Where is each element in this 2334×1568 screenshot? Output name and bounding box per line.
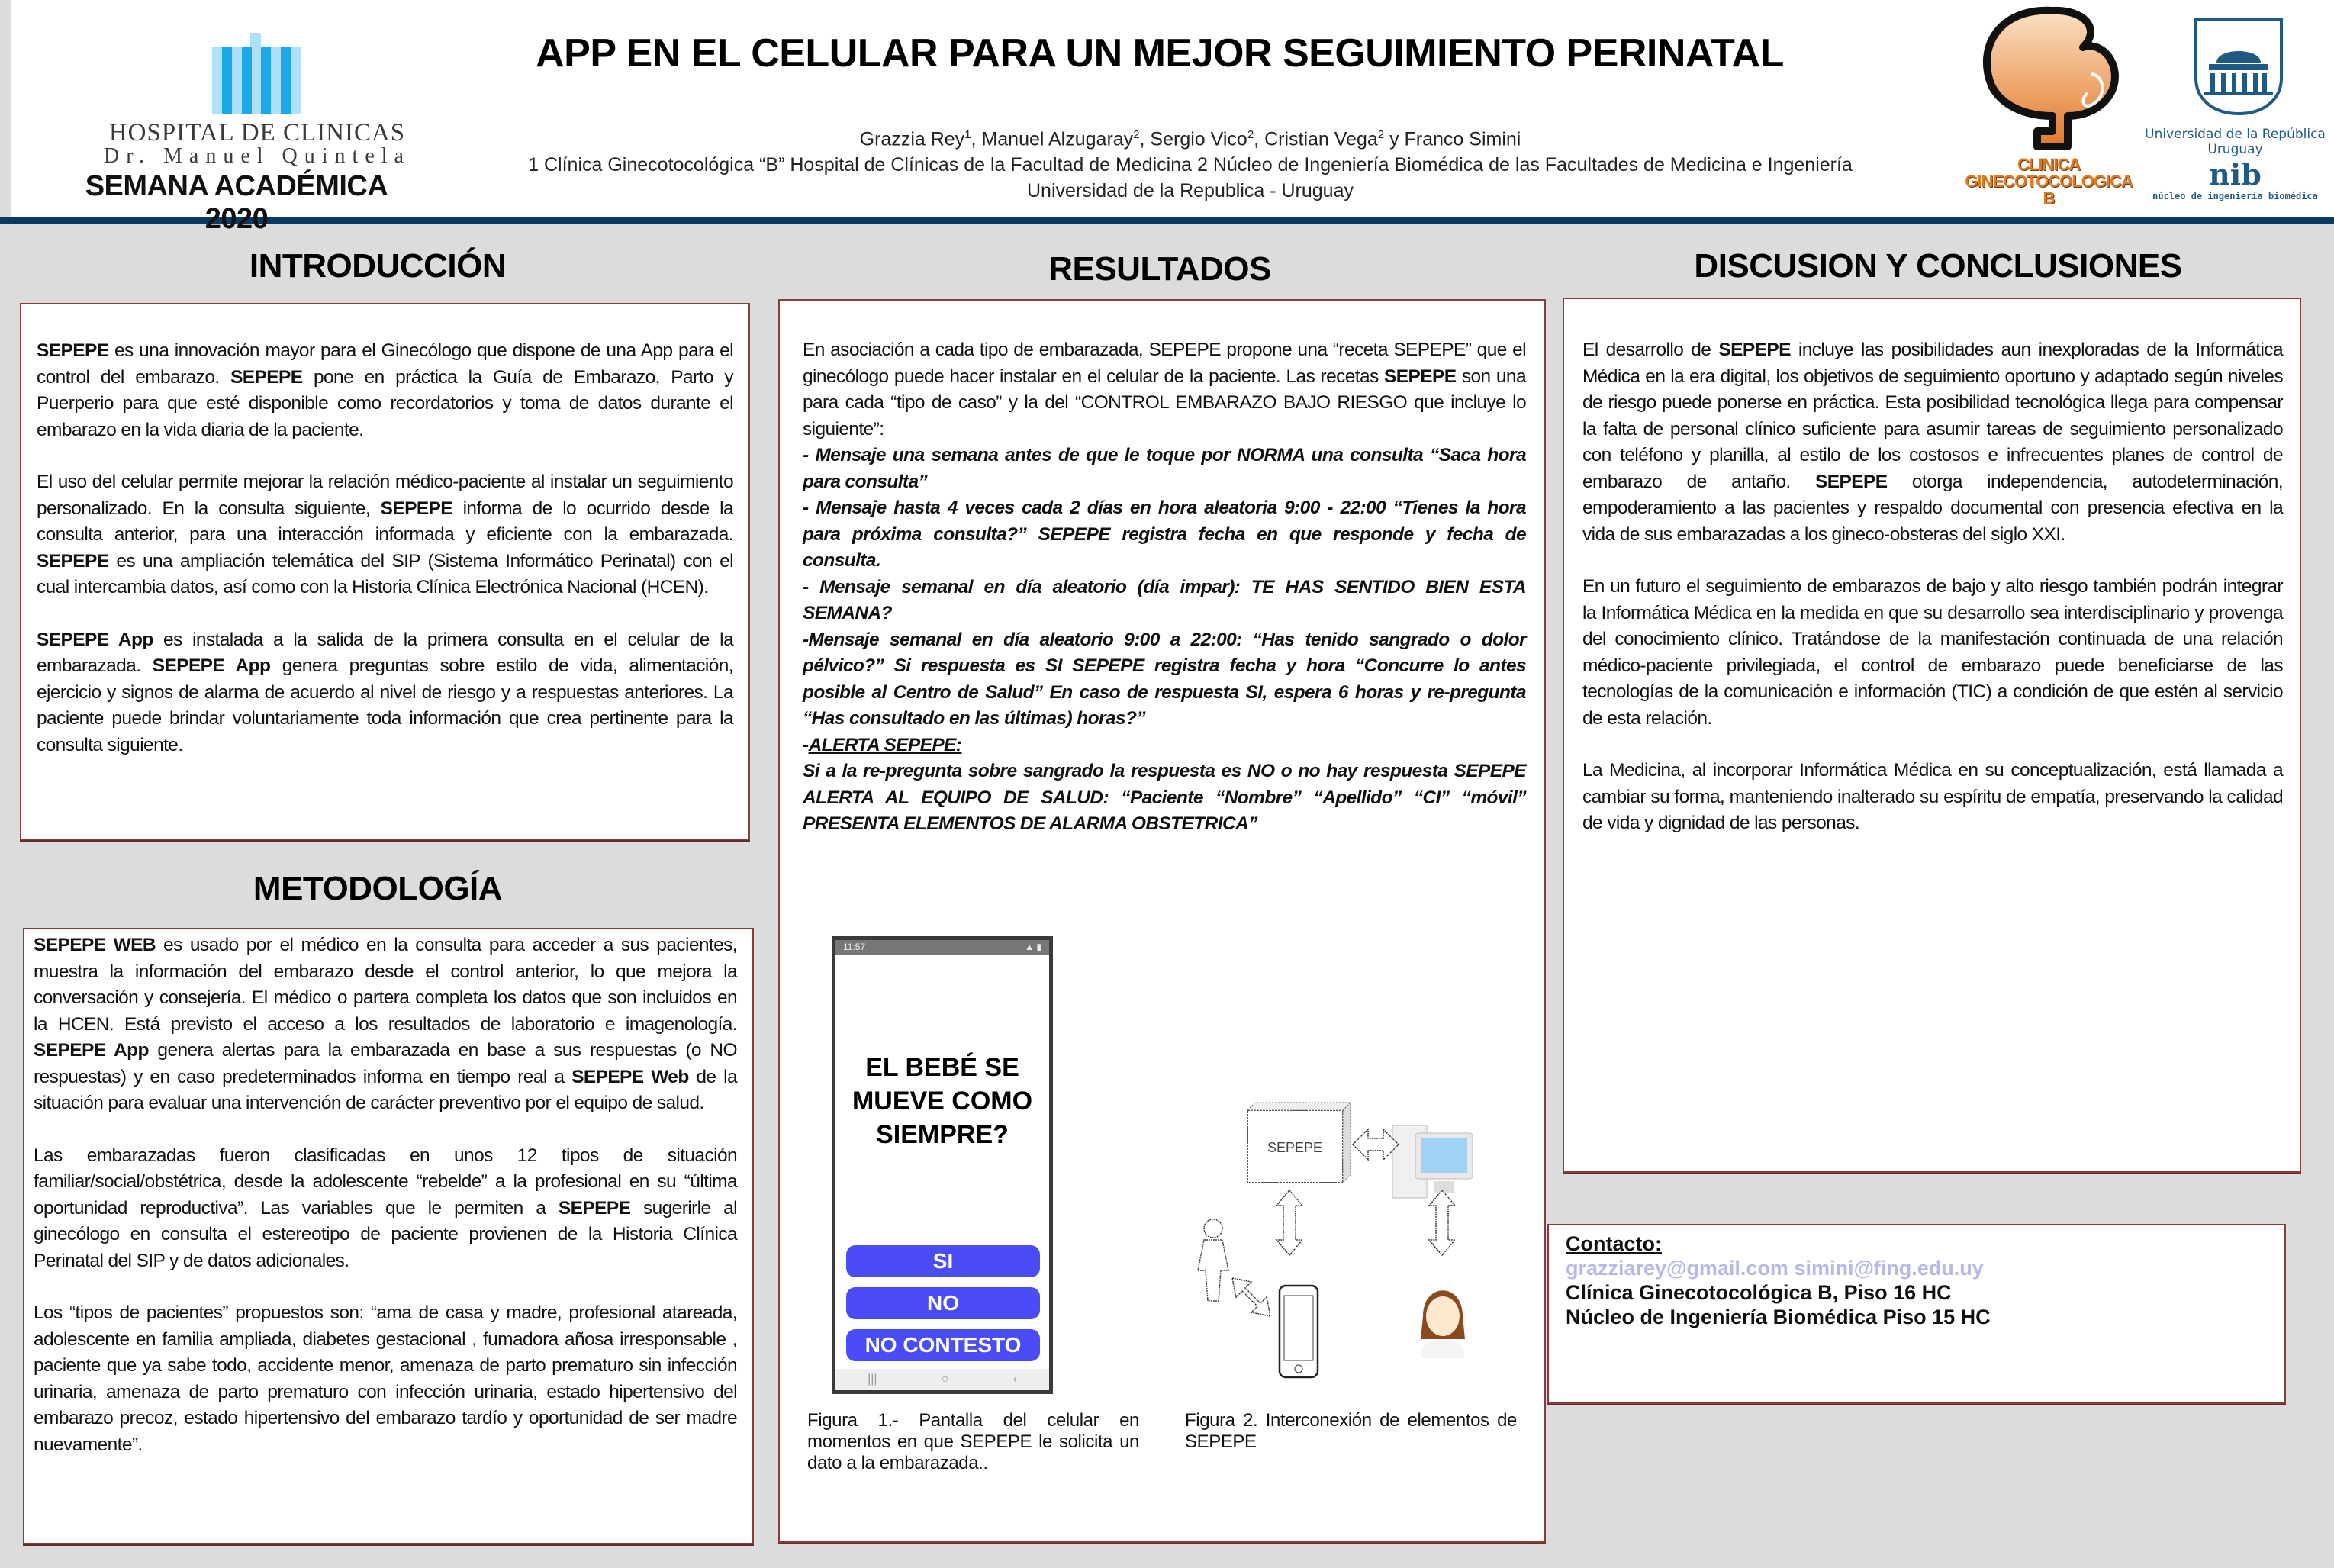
text-run: En un futuro el seguimiento de embarazos de bajo y alto riesgo también podrán integrar la Informática Médica en la medida en que su desarrollo sea interdisciplinario y provenga del conocimiento clínico. Tratándose de la manifestación continuada de una relación médico-paciente privilegiada, el control de embarazo puede beneficiarse de las tecnologías de la comunicación e información (TIC) a condición de que estén al servicio de esta relación. xyxy=(1582,576,2283,729)
metodologia-box xyxy=(23,928,754,1544)
phone-status-bar: 11:57 ▲ ▮ xyxy=(835,940,1049,955)
heading-discusion: DISCUSION Y CONCLUSIONES xyxy=(1694,247,2182,285)
text-run: otorga independencia, autodeterminación, empoderamiento a las pacientes y respaldo documental con presencia efectiva en la vida de sus embarazadas a los gineco-obsteras del siglo XXI. xyxy=(1582,471,2283,545)
paragraph xyxy=(37,338,733,443)
sepepe-box-icon xyxy=(1247,1103,1351,1183)
paragraph xyxy=(34,1143,737,1275)
authors-block xyxy=(488,122,1892,204)
paragraph xyxy=(1582,758,2283,837)
heading-introduccion: INTRODUCCIÓN xyxy=(249,247,507,285)
text-run: En asociación a cada tipo de embarazada, SEPEPE propone una “receta SEPEPE” que el ginecólogo puede hacer instalar en el celular de la paciente. Las recetas xyxy=(803,340,1526,387)
text-run: es usado por el médico en la consulta para acceder a sus pacientes, muestra la información del embarazo desde el control anterior, lo que mejora la conversación y consejería. El médico o partera completa los datos que son incluidos en la HCEN. Está previsto el acceso a los resultados de laboratorio e imagenología. xyxy=(34,935,737,1035)
back-icon[interactable]: ‹ xyxy=(1012,1373,1017,1386)
nib-subtitle: núcleo de ingeniería biomédica xyxy=(2152,191,2318,201)
author-affiliation: 2 xyxy=(1377,128,1385,141)
woman-icon xyxy=(1198,1219,1228,1301)
author-separator: y xyxy=(1384,128,1405,150)
text-run: genera preguntas sobre estilo de vida, alimentación, ejercicio y signos de alarma de acuerdo al nivel de riesgo y a respuestas anteriores. La paciente puede brindar voluntariamente toda información que crea pertinente para la consulta siguiente. xyxy=(37,655,733,755)
bold-term: SEPEPE App xyxy=(34,1040,149,1061)
text-run: son una para cada “tipo de caso” y la del “CONTROL EMBARAZO BAJO RIESGO que incluye lo siguiente”: xyxy=(803,365,1526,439)
left-margin xyxy=(0,0,11,217)
introduccion-text xyxy=(37,338,733,758)
author-affiliation: 1 xyxy=(964,128,971,141)
figure-1-caption: Figura 1.- Pantalla del celular en momentos en que SEPEPE le solicita un dato a la embarazada.. xyxy=(807,1410,1139,1473)
phone-question: EL BEBÉ SE MUEVE COMO SIEMPRE? xyxy=(852,1053,1033,1149)
author-affiliation: 2 xyxy=(1133,128,1140,141)
hospital-subname: Dr. Manuel Quintela xyxy=(104,144,410,168)
text-run: genera alertas para la embarazada en base a sus respuestas (o NO respuestas) y en caso predeterminados informa en tiempo real a xyxy=(34,1040,737,1087)
home-icon[interactable]: ○ xyxy=(941,1373,949,1386)
bold-term: SEPEPE xyxy=(1815,471,1888,492)
clinic-logo-icon xyxy=(1969,2,2136,154)
phone-nav-bar xyxy=(835,1369,1049,1390)
text-run: es instalada a la salida de la primera consulta en el celular de la embarazada. xyxy=(37,629,733,676)
resultados-intro xyxy=(803,337,1526,443)
hospital-name: HOSPITAL DE CLINICAS xyxy=(108,119,406,146)
text-run: El uso del celular permite mejorar la relación médico-paciente al instalar un seguimiento personalizado. En la consulta siguiente, xyxy=(37,472,733,519)
author-separator: , xyxy=(971,128,982,150)
text-run: es una innovación mayor para el Ginecólogo que dispone de una App para el control del embarazo. xyxy=(37,340,733,388)
bold-term: SEPEPE Web xyxy=(571,1066,689,1087)
double-arrow-horizontal-icon xyxy=(1353,1129,1399,1160)
interconnection-diagram xyxy=(1179,1099,1537,1381)
nib-logo: nib xyxy=(2209,157,2262,192)
author-name: Grazzia Rey xyxy=(859,128,965,150)
phone-button-no-contesto[interactable]: NO CONTESTO xyxy=(846,1329,1040,1361)
smartphone-icon xyxy=(1280,1286,1318,1377)
bold-term: SEPEPE xyxy=(380,497,453,519)
author-list xyxy=(488,122,1892,152)
introduccion-box xyxy=(20,303,750,840)
signal-icon: ▲ ▮ xyxy=(1025,942,1041,952)
figure-2-caption: Figura 2. Interconexión de elementos de SEPEPE xyxy=(1185,1410,1517,1452)
contacto-emails[interactable]: grazziarey@gmail.com simini@fing.edu.uy xyxy=(1566,1257,1984,1280)
bold-term: SEPEPE xyxy=(1718,340,1791,360)
text-run: pone en práctica la Guía de Embarazo, Parto y Puerperio para que esté disponible como recordatorios y toma de datos durante el embarazo en la vida diaria de la paciente. xyxy=(37,366,733,440)
paragraph xyxy=(1582,574,2283,732)
author-separator: , xyxy=(1254,128,1265,150)
receta-item: - Mensaje una semana antes de que le toque por NORMA una consulta “Saca hora para consulta” xyxy=(803,445,1526,492)
discusion-text xyxy=(1582,337,2283,837)
author-name: Manuel Alzugaray xyxy=(981,128,1134,150)
text-run: La Medicina, al incorporar Informática Médica en su conceptualización, está llamada a cambiar su forma, manteniendo inalterado su espíritu de empatía, preservando la calidad de vida y dignidad de las personas. xyxy=(1582,760,2283,833)
sepepe-box-label: SEPEPE xyxy=(1267,1140,1323,1155)
alerta-heading: -ALERTA SEPEPE: xyxy=(803,734,962,755)
text-run: sugerirle al ginecólogo en consulta el estereotipo de paciente provienen de la Historia Clínica Perinatal del SIP y de datos adicionales. xyxy=(34,1197,737,1271)
text-run: informa de lo ocurrido desde la consulta anterior, para una interacción informada y eficiente con la embarazada. xyxy=(37,497,733,545)
contacto-heading: Contacto: xyxy=(1566,1232,1662,1255)
discusion-box xyxy=(1563,298,2301,1173)
bold-term: SEPEPE App xyxy=(37,629,153,650)
text-run: El desarrollo de xyxy=(1582,340,1719,360)
text-run: Las embarazadas fueron clasificadas en unos 12 tipos de situación familiar/social/obstétrica, desde la adolescente “rebelde” a la profesional en su “última oportunidad reproductiva”. Las variables que le permiten a xyxy=(34,1145,737,1219)
text-run: Los “tipos de pacientes” propuestos son: “ama de casa y madre, profesional atareada, adolescente en familia ampliada, diabetes gestacional , fumadora añosa irresponsable , paciente que ya sabe todo, accidente menor, amenaza de parto prematuro sin infección urinaria, amenaza de parto prematuro con infección urinaria, estado hipertensivo del embarazo precoz, estado hipertensivo del embarazo tardío y oportunidad de ser madre nuevamente”. xyxy=(34,1302,737,1455)
text-run: incluye las posibilidades aun inexploradas de la Informática Médica en la era digital, los objetivos de seguimiento oportuno y adaptado según niveles de riesgo puede ponerse en práctica. Esta posibilidad tecnológica llega para compensar la falta de personal clínico suficiente para asumir tareas de seguimiento personalizado con teléfono y planilla, al estilo de los costosos e infrecuentes planes de control de embarazo de antaño. xyxy=(1582,340,2283,492)
paragraph xyxy=(37,627,733,759)
receta-item: - Mensaje semanal en día aleatorio (día impar): TE HAS SENTIDO BIEN ESTA SEMANA? xyxy=(803,576,1526,623)
double-arrow-vertical-icon xyxy=(1276,1190,1455,1255)
affiliations: 1 Clínica Ginecotocológica “B” Hospital de Clínicas de la Facultad de Medicina 2 Núcleo de Ingeniería Biomédica de las Facultades de Medicina e Ingeniería xyxy=(528,154,1853,176)
receta-item: -Mensaje semanal en día aleatorio 9:00 a 22:00: “Has tenido sangrado o dolor pélvico?” Si respuesta es SI SEPEPE registra fecha y hora “Concurre lo antes posible al Centro de Salud” En caso de respuesta SI, espera 6 horas y re-pregunta “Has consultado en las últimas) horas?” xyxy=(803,629,1526,729)
doctor-avatar-icon xyxy=(1421,1290,1465,1358)
phone-button-no[interactable]: NO xyxy=(846,1287,1040,1319)
receta-item: - Mensaje hasta 4 veces cada 2 días en hora aleatoria 9:00 - 22:00 “Tienes la hora para próxima consulta?” SEPEPE registra fecha en que responde y fecha de consulta. xyxy=(803,497,1526,571)
bold-term: SEPEPE xyxy=(558,1197,631,1219)
text-run: de la situación para evaluar una intervención de carácter preventivo por el equipo de salud. xyxy=(34,1066,737,1113)
resultados-text xyxy=(803,337,1526,838)
paragraph xyxy=(34,932,737,1117)
author-affiliation: 2 xyxy=(1247,128,1254,141)
phone-button-si[interactable]: SI xyxy=(846,1245,1040,1277)
heading-metodologia: METODOLOGÍA xyxy=(253,870,503,907)
double-arrow-diagonal-icon xyxy=(1232,1278,1270,1316)
paragraph xyxy=(37,469,733,601)
event-name: SEMANA ACADÉMICA 2020 xyxy=(85,170,388,235)
bold-term: SEPEPE WEB xyxy=(34,935,156,955)
contacto-line: Núcleo de Ingeniería Biomédica Piso 15 HC xyxy=(1566,1306,1991,1328)
phone-screenshot xyxy=(832,936,1053,1394)
text-run: es una ampliación telemática del SIP (Sistema Informático Perinatal) con el cual intercambia datos, así como con la Historia Clínica Electrónica Nacional (HCEN). xyxy=(37,550,733,597)
author-name: Franco Simini xyxy=(1404,128,1521,150)
paragraph xyxy=(34,1300,737,1458)
resultados-items xyxy=(803,443,1526,732)
university-shield-icon xyxy=(2194,17,2284,116)
poster-title: APP EN EL CELULAR PARA UN MEJOR SEGUIMIENTO PERINATAL xyxy=(536,31,1784,76)
contacto-box xyxy=(1547,1224,2286,1404)
university-name: Universidad de la República Uruguay xyxy=(2145,127,2326,157)
author-name: Sergio Vico xyxy=(1150,128,1247,150)
contacto-line: Clínica Ginecotocológica B, Piso 16 HC xyxy=(1566,1281,1952,1304)
author-name: Cristian Vega xyxy=(1264,128,1378,150)
bold-term: SEPEPE xyxy=(37,550,109,571)
paragraph xyxy=(1582,337,2283,548)
bold-term: SEPEPE xyxy=(230,366,303,388)
bold-term: SEPEPE xyxy=(37,340,109,361)
computer-icon xyxy=(1392,1125,1473,1198)
bold-term: SEPEPE App xyxy=(152,655,271,676)
alerta-text: Si a la re-pregunta sobre sangrado la respuesta es NO o no hay respuesta SEPEPE ALERTA AL EQUIPO DE SALUD: “Paciente “Nombre” “Apellido” “CI” “móvil” PRESENTA ELEMENTOS DE ALARMA OBSTETRICA” xyxy=(803,761,1526,834)
hospital-logo-icon xyxy=(212,33,301,114)
recent-apps-icon[interactable]: ||| xyxy=(868,1373,877,1386)
metodologia-text xyxy=(34,932,737,1458)
university-line: Universidad de la Republica - Uruguay xyxy=(1026,180,1354,202)
heading-resultados: RESULTADOS xyxy=(1048,250,1271,288)
author-separator: , xyxy=(1139,128,1151,150)
clinic-logo-text: CLINICA GINECOTOCOLOGICA B xyxy=(1965,155,2133,208)
bold-term: SEPEPE xyxy=(1384,365,1457,387)
